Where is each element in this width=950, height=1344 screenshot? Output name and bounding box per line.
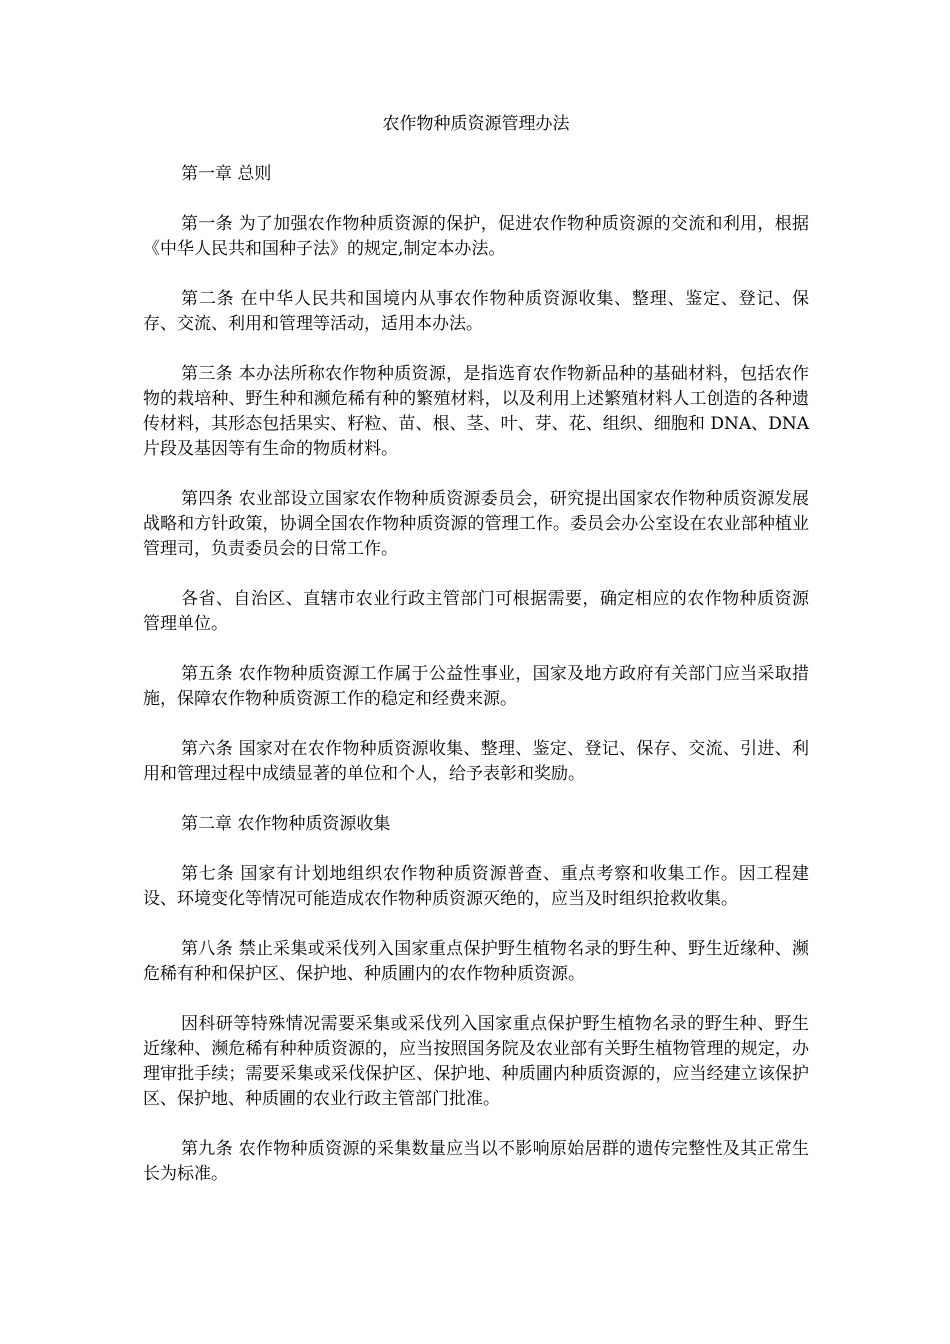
article-3: 第三条 本办法所称农作物种质资源，是指选育农作物新品种的基础材料，包括农作物的栽培种、野生种和濒危稀有种的繁殖材料，以及利用上述繁殖材料人工创造的各种遗传材料，其形态包括果实、籽粒、苗、根、茎、叶、芽、花、组织、细胞和 DNA、DNA 片段及基因等有生命的物质材料。 [143,364,809,459]
document-body [143,112,809,1187]
article-8: 第八条 禁止采集或采伐列入国家重点保护野生植物名录的野生种、野生近缘种、濒危稀有种和保护区、保护地、种质圃内的农作物种质资源。 [143,939,809,984]
article-5: 第五条 农作物种质资源工作属于公益性事业，国家及地方政府有关部门应当采取措施，保障农作物种质资源工作的稳定和经费来源。 [143,664,809,709]
chapter-1-heading: 第一章 总则 [181,164,272,184]
article-4-paragraph-2: 各省、自治区、直辖市农业行政主管部门可根据需要，确定相应的农作物种质资源管理单位。 [143,589,809,634]
article-2: 第二条 在中华人民共和国境内从事农作物种质资源收集、整理、鉴定、登记、保存、交流、利用和管理等活动，适用本办法。 [143,289,809,334]
article-1: 第一条 为了加强农作物种质资源的保护，促进农作物种质资源的交流和利用，根据《中华人民共和国种子法》的规定,制定本办法。 [143,214,809,259]
article-4: 第四条 农业部设立国家农作物种质资源委员会，研究提出国家农作物种质资源发展战略和方针政策，协调全国农作物种质资源的管理工作。委员会办公室设在农业部种植业管理司，负责委员会的日常工作。 [143,489,809,559]
article-6: 第六条 国家对在农作物种质资源收集、整理、鉴定、登记、保存、交流、引进、利用和管理过程中成绩显著的单位和个人，给予表彰和奖励。 [143,739,809,784]
article-7: 第七条 国家有计划地组织农作物种质资源普查、重点考察和收集工作。因工程建设、环境变化等情况可能造成农作物种质资源灭绝的，应当及时组织抢救收集。 [143,864,809,909]
article-8-paragraph-2: 因科研等特殊情况需要采集或采伐列入国家重点保护野生植物名录的野生种、野生近缘种、濒危稀有种种质资源的，应当按照国务院及农业部有关野生植物管理的规定，办理审批手续；需要采集或采伐保护区、保护地、种质圃内种质资源的，应当经建立该保护区、保护地、种质圃的农业行政主管部门批准。 [143,1014,809,1109]
chapter-2-heading: 第二章 农作物种质资源收集 [181,814,391,834]
document-title: 农作物种质资源管理办法 [382,114,570,134]
article-9: 第九条 农作物种质资源的采集数量应当以不影响原始居群的遗传完整性及其正常生长为标准。 [143,1139,809,1184]
